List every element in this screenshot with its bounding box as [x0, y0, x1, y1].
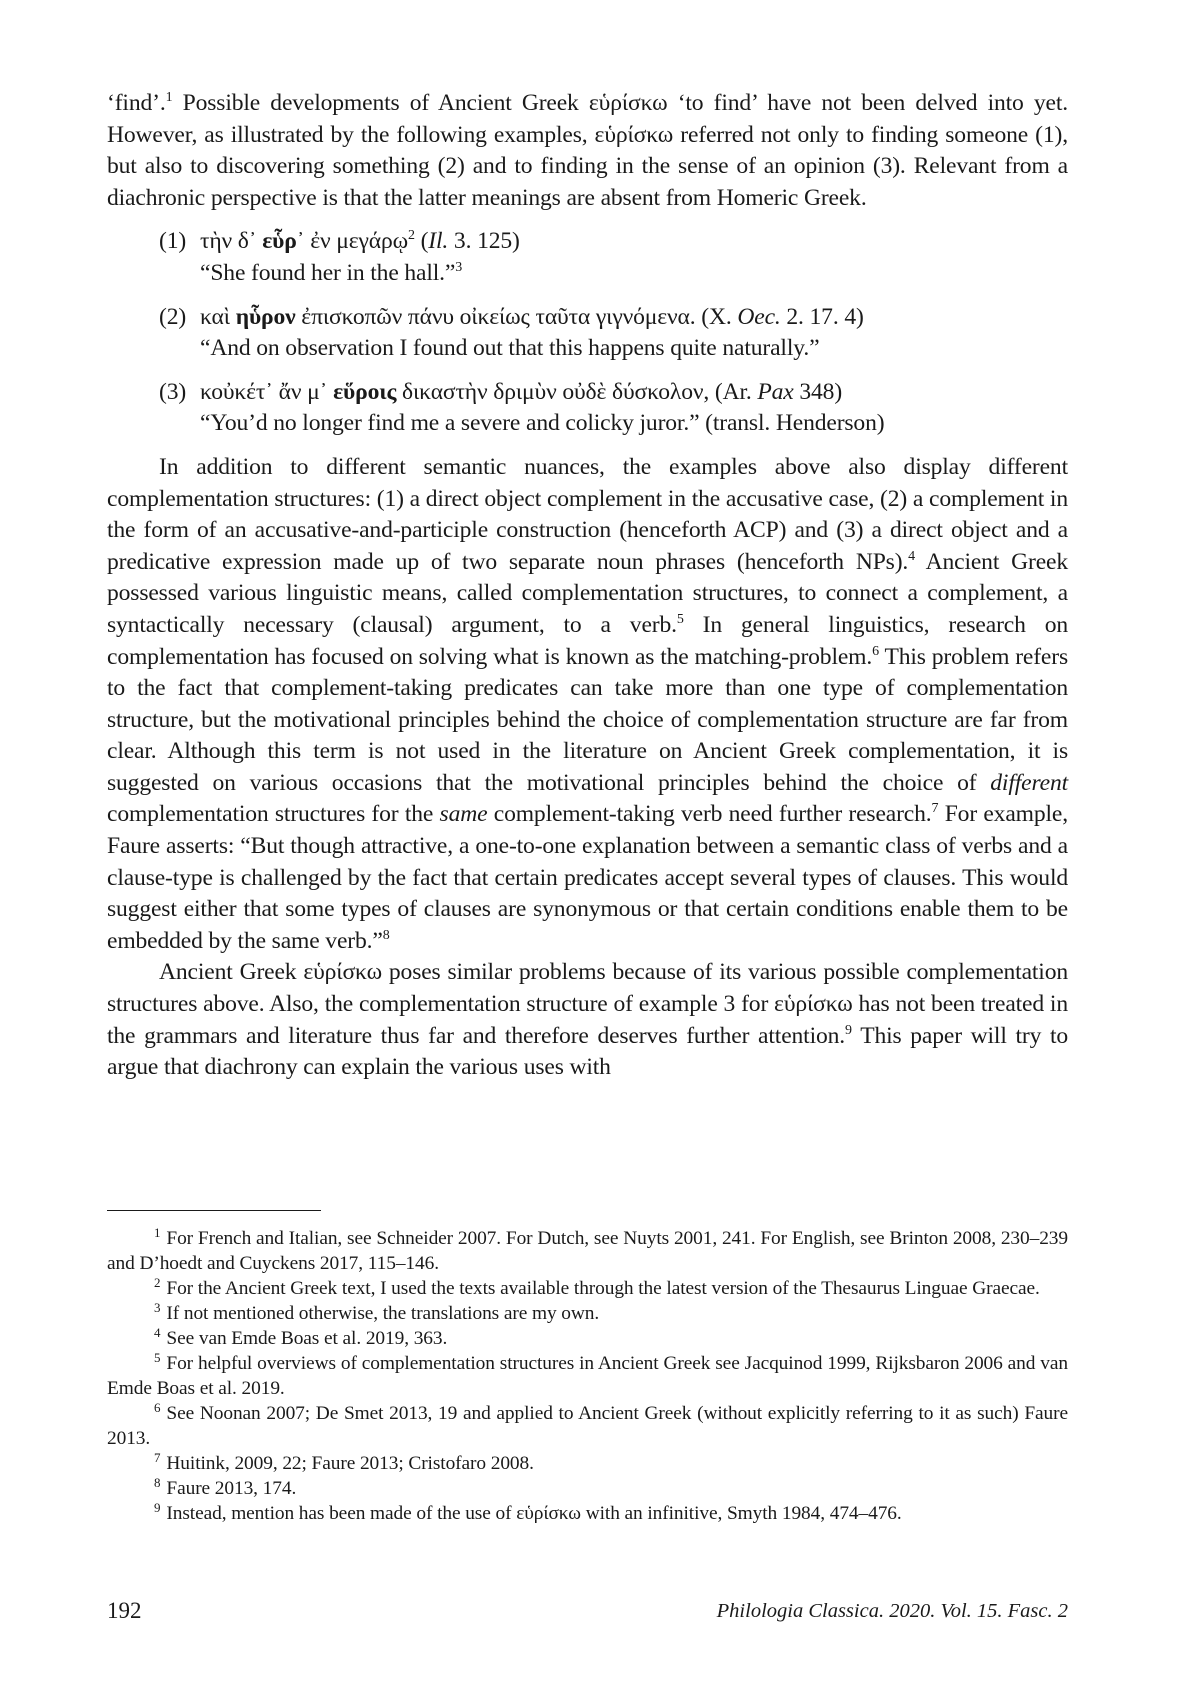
example-greek: καὶ ηὗρον ἐπισκοπῶν πάνυ οἰκείως ταῦτα γιγνόμενα. (X. Oec. 2. 17. 4): [200, 303, 864, 330]
paragraph-2: In addition to different semantic nuances, the examples above also display different complementation structures: (1) a direct object complement in the accusative case, (2) a complement in the form of an accusative-and-participle construction (henceforth ACP) and (3) a direct object and a predicative expression made up of two separate noun phrases (henceforth NPs).$^4$ Ancient Greek possessed various linguistic means, called complementation structures, to connect a complement, a syntactically necessary (clausal) argument, to a verb.$^5$ In general linguistics, research on complementation has focused on solving what is known as the matching-problem.$^6$ This problem refers to the fact that complement-taking predicates can take more than one type of complementation structure, but the motivational principles behind the choice of complementation structure are far from clear. Although this term is not used in the literature on Ancient Greek complementation, it is suggested on various occasions that the motivational principles behind the choice of different complementation structures for the same complement-taking verb need further research.$^7$ For example, Faure asserts: “But though attractive, a one-to-one explanation between a semantic class of verbs and a clause-type is challenged by the fact that certain predicates accept several types of clauses. This would suggest either that some types of clauses are synonymous or that certain conditions enable them to be embedded by the same verb.”$^8$: [107, 453, 1068, 954]
footnote: [107, 1326, 1068, 1351]
footnote-number: 4: [154, 1324, 161, 1340]
footnote-number: 7: [154, 1449, 161, 1465]
paragraph-1: [107, 88, 1068, 214]
paragraph-3: Ancient Greek εὑρίσκω poses similar problems because of its various possible complementation structures above. Also, the complementation structure of example 3 for εὑρίσκω has not been treated in the grammars and literature thus far and therefore deserves further attention.$^9$ This paper will try to argue that diachrony can explain the various uses with: [107, 959, 1068, 1081]
examples-list: [107, 226, 1068, 440]
example-translation: “You’d no longer find me a severe and colicky juror.” (transl. Henderson): [200, 410, 885, 437]
example-translation: “She found her in the hall.”$^3$: [200, 259, 463, 286]
body-text: [107, 88, 1068, 1084]
example-1: [107, 226, 1068, 289]
example-number: (3): [159, 378, 187, 405]
example-greek: τὴν δ᾽ εὗρ᾽ ἐν μεγάρῳ$^2$ (Il. 3. 125): [200, 228, 520, 255]
footnote-ref-9[interactable]: 9: [845, 1022, 852, 1038]
footnotes: [107, 1226, 1068, 1526]
footnote: [107, 1276, 1068, 1301]
footnote-number: 6: [154, 1399, 161, 1415]
footnote: [107, 1476, 1068, 1501]
footnote-text: Instead, mention has been made of the use of εὑρίσκω with an infinitive, Smyth 1984, 474–476.: [166, 1503, 902, 1524]
footnote-ref-5[interactable]: 5: [676, 612, 684, 628]
footnote-number: 1: [154, 1224, 161, 1240]
footnote-text: Faure 2013, 174.: [166, 1478, 297, 1499]
text-run: Possible developments of Ancient Greek εὑρίσκω ‘to find’ have not been delved into yet. However, as illustrated by the following examples, εὑρίσκω referred not only to finding someone (1), but also to discovering something (2) and to finding in the sense of an opinion (3). Relevant from a diachronic perspective is that the latter meanings are absent from Homeric Greek.: [107, 90, 1068, 211]
footnote-text: If not mentioned otherwise, the translations are my own.: [166, 1303, 600, 1324]
footnote-ref-7[interactable]: 7: [931, 801, 939, 817]
example-number: (1): [159, 228, 187, 255]
footnote-number: 2: [154, 1274, 161, 1290]
footnote: [107, 1301, 1068, 1326]
footnote-text: See van Emde Boas et al. 2019, 363.: [166, 1328, 448, 1349]
footnote-text: For the Ancient Greek text, I used the texts available through the latest version of the Thesaurus Linguae Graecae.: [166, 1278, 1040, 1299]
footnote-text: Huitink, 2009, 22; Faure 2013; Cristofaro 2008.: [166, 1453, 534, 1474]
page-number: 192: [107, 1598, 142, 1623]
footnote-number: 8: [154, 1474, 161, 1490]
footnote-ref-8[interactable]: 8: [382, 927, 390, 943]
footnote-ref-3[interactable]: 3: [455, 260, 463, 276]
footnote-ref-6[interactable]: 6: [872, 643, 879, 659]
footnote: [107, 1351, 1068, 1401]
footnote: [107, 1501, 1068, 1526]
footnote: [107, 1401, 1068, 1451]
footnote-ref-1[interactable]: 1: [165, 90, 173, 106]
footnote-number: 5: [154, 1349, 161, 1365]
example-number: (2): [159, 303, 187, 330]
example-3: [107, 377, 1068, 440]
footnote: [107, 1451, 1068, 1476]
footnote: [107, 1226, 1068, 1276]
footnote-text: For helpful overviews of complementation structures in Ancient Greek see Jacquinod 1999, Rijksbaron 2006 and van Emde Boas et al. 2019.: [107, 1353, 1068, 1399]
footnote-ref-4[interactable]: 4: [908, 548, 916, 564]
journal-citation: Philologia Classica. 2020. Vol. 15. Fasc. 2: [716, 1600, 1068, 1622]
example-greek: κοὐκέτ᾽ ἄν μ᾽ εὕροις δικαστὴν δριμὺν οὐδὲ δύσκολον, (Ar. Pax 348): [200, 378, 843, 405]
footnote-text: For French and Italian, see Schneider 2007. For Dutch, see Nuyts 2001, 241. For English, see Brinton 2008, 230–239 and D’hoedt and Cuyckens 2017, 115–146.: [107, 1228, 1068, 1274]
footnote-number: 9: [154, 1499, 161, 1515]
footnote-ref-2[interactable]: 2: [407, 228, 415, 244]
footnote-number: 3: [154, 1299, 161, 1315]
footnote-rule: [107, 1210, 321, 1211]
text-run: ‘find’.: [107, 90, 166, 116]
example-translation: “And on observation I found out that this happens quite naturally.”: [200, 335, 820, 362]
footnote-text: See Noonan 2007; De Smet 2013, 19 and applied to Ancient Greek (without explicitly referring to it as such) Faure 2013.: [107, 1403, 1068, 1449]
example-2: [107, 302, 1068, 365]
